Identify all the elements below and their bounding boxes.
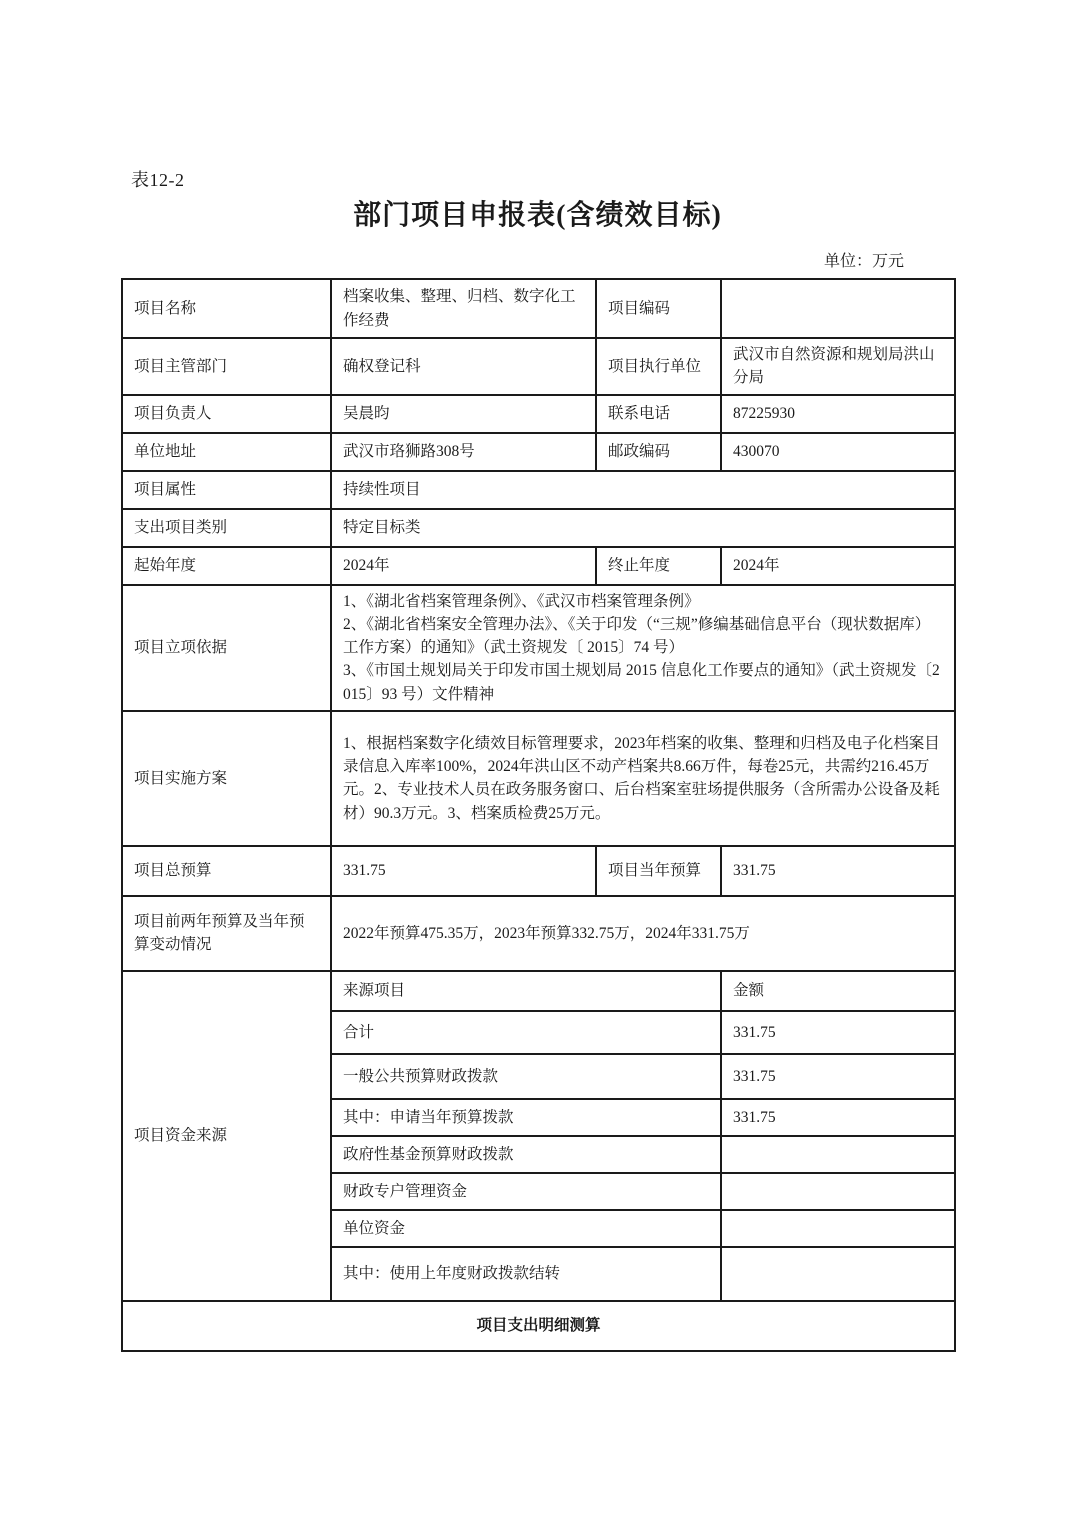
basis-line-3: 3、《市国土规划局关于印发市国土规划局 2015 信息化工作要点的通知》（武土资规发〔2015〕93 号）文件精神: [343, 662, 940, 703]
field-label-project-attribute: 项目属性: [122, 471, 331, 509]
field-value-start-year: 2024年: [331, 547, 596, 585]
field-value-previous-budgets: 2022年预算475.35万，2023年预算332.75万，2024年331.75万: [331, 896, 955, 971]
field-label-funding-sources: 项目资金来源: [122, 971, 331, 1301]
field-value-project-name: 档案收集、整理、归档、数字化工作经费: [331, 279, 596, 338]
row-unit-address: [122, 433, 955, 471]
field-label-previous-budgets: 项目前两年预算及当年预算变动情况: [122, 896, 331, 971]
row-budgets: [122, 846, 955, 896]
field-label-current-year-budget: 项目当年预算: [596, 846, 721, 896]
field-label-end-year: 终止年度: [596, 547, 721, 585]
field-label-executing-unit: 项目执行单位: [596, 338, 721, 395]
field-value-implementation-plan: 1、根据档案数字化绩效目标管理要求，2023年档案的收集、整理和归档及电子化档案目录信息入库率100%，2024年洪山区不动产档案共8.66万件，每卷25元，共需约216.45万元。2、专业技术人员在政务服务窗口、后台档案室驻场提供服务（含所需办公设备及耗材）90.3万元。3、档案质检费25万元。: [331, 711, 955, 846]
field-label-postal-code: 邮政编码: [596, 433, 721, 471]
basis-line-2: 2、《湖北省档案安全管理办法》、《关于印发（“三规”修编基础信息平台（现状数据库）工作方案）的通知》（武土资规发〔 2015〕74 号）: [343, 615, 931, 656]
funding-source-unit-funds: 单位资金: [331, 1210, 721, 1247]
field-label-unit-address: 单位地址: [122, 433, 331, 471]
funding-source-general-public-budget: 一般公共预算财政拨款: [331, 1054, 721, 1099]
funding-header-source: 来源项目: [331, 971, 721, 1011]
field-label-project-basis: 项目立项依据: [122, 585, 331, 711]
application-form-table: [121, 278, 956, 1352]
field-value-expenditure-category: 特定目标类: [331, 509, 955, 547]
funding-amount-fiscal-special-account: [721, 1173, 955, 1210]
page-title: 部门项目申报表(含绩效目标): [353, 200, 722, 231]
field-value-project-basis: [331, 585, 955, 711]
funding-amount-current-year-appropriation: 331.75: [721, 1099, 955, 1136]
funding-amount-government-fund-budget: [721, 1136, 955, 1173]
row-project-basis: [122, 585, 955, 711]
row-project-attribute: [122, 471, 955, 509]
row-previous-budgets: [122, 896, 955, 971]
funding-amount-general-public-budget: 331.75: [721, 1054, 955, 1099]
row-project-name: [122, 279, 955, 338]
row-funding-header: [122, 971, 955, 1011]
field-value-project-code: [721, 279, 955, 338]
funding-source-total: 合计: [331, 1011, 721, 1054]
field-label-project-name: 项目名称: [122, 279, 331, 338]
field-label-expenditure-category: 支出项目类别: [122, 509, 331, 547]
funding-source-carryover-appropriation: 其中：使用上年度财政拨款结转: [331, 1247, 721, 1301]
field-label-start-year: 起始年度: [122, 547, 331, 585]
funding-amount-carryover-appropriation: [721, 1247, 955, 1301]
field-value-contact-phone: 87225930: [721, 395, 955, 433]
row-footer-section: [122, 1301, 955, 1351]
field-value-supervisor-dept: 确权登记科: [331, 338, 596, 395]
row-supervisor-dept: [122, 338, 955, 395]
field-label-implementation-plan: 项目实施方案: [122, 711, 331, 846]
funding-source-government-fund-budget: 政府性基金预算财政拨款: [331, 1136, 721, 1173]
field-value-end-year: 2024年: [721, 547, 955, 585]
funding-amount-total: 331.75: [721, 1011, 955, 1054]
row-years: [122, 547, 955, 585]
form-number: 表12-2: [131, 170, 185, 190]
field-value-postal-code: 430070: [721, 433, 955, 471]
field-label-project-leader: 项目负责人: [122, 395, 331, 433]
field-label-project-code: 项目编码: [596, 279, 721, 338]
field-label-total-budget: 项目总预算: [122, 846, 331, 896]
funding-amount-unit-funds: [721, 1210, 955, 1247]
row-project-leader: [122, 395, 955, 433]
basis-line-1: 1、《湖北省档案管理条例》、《武汉市档案管理条例》: [343, 592, 700, 610]
funding-source-fiscal-special-account: 财政专户管理资金: [331, 1173, 721, 1210]
field-value-total-budget: 331.75: [331, 846, 596, 896]
field-value-project-attribute: 持续性项目: [331, 471, 955, 509]
field-value-unit-address: 武汉市珞狮路308号: [331, 433, 596, 471]
row-implementation-plan: [122, 711, 955, 846]
field-label-supervisor-dept: 项目主管部门: [122, 338, 331, 395]
section-title-expenditure-detail: 项目支出明细测算: [122, 1301, 955, 1351]
field-value-executing-unit: 武汉市自然资源和规划局洪山分局: [721, 338, 955, 395]
unit-note: 单位：万元: [823, 253, 904, 270]
funding-source-current-year-appropriation: 其中：申请当年预算拨款: [331, 1099, 721, 1136]
field-value-project-leader: 吴晨昀: [331, 395, 596, 433]
field-label-contact-phone: 联系电话: [596, 395, 721, 433]
field-value-current-year-budget: 331.75: [721, 846, 955, 896]
funding-header-amount: 金额: [721, 971, 955, 1011]
row-expenditure-category: [122, 509, 955, 547]
